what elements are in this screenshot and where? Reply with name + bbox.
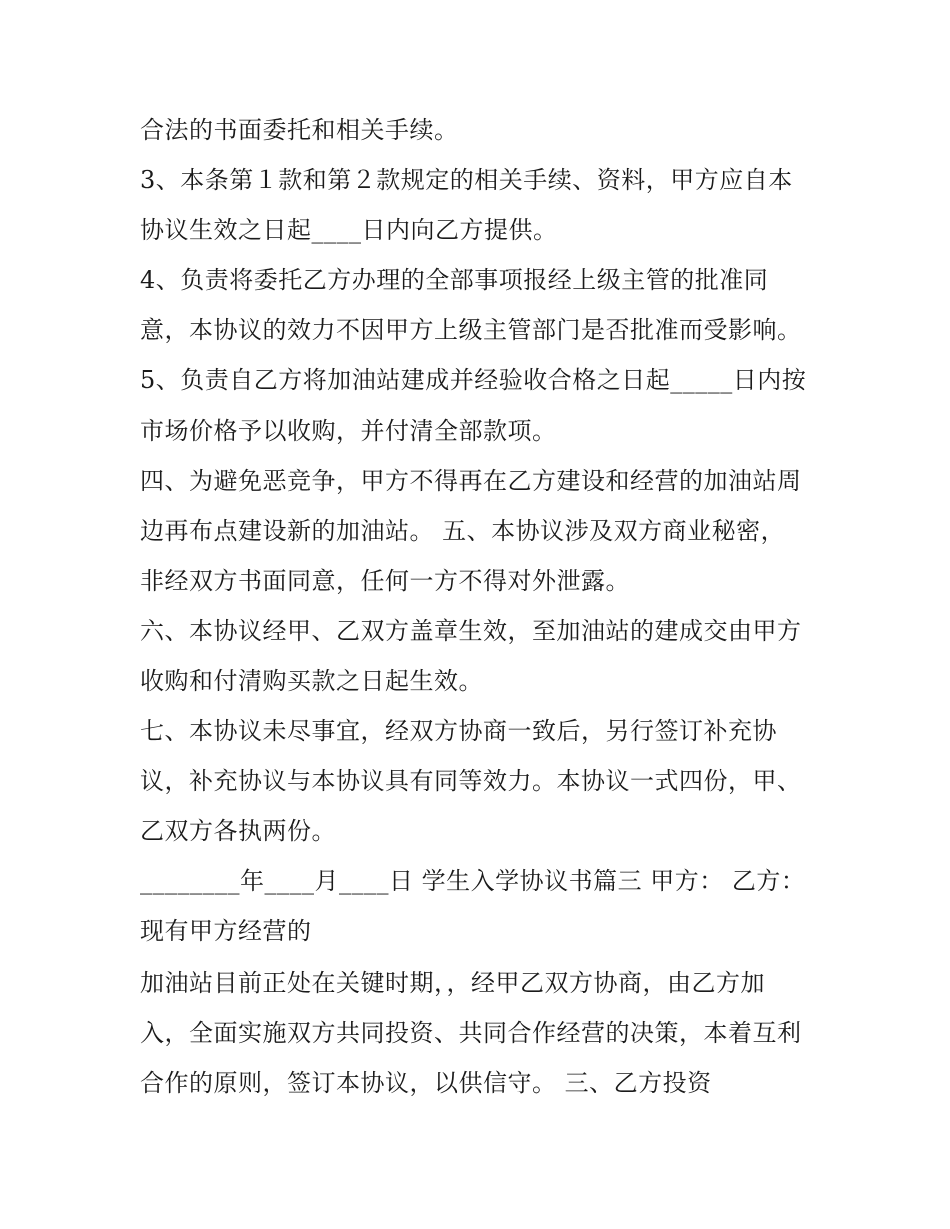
- text-line: 意，本协议的效力不因甲方上级主管部门是否批准而受影响。: [140, 316, 802, 344]
- text-line: 4、负责将委托乙方办理的全部事项报经上级主管的批准同: [140, 266, 769, 294]
- text-line: ________年____月____日 学生入学协议书篇三 甲方： 乙方：: [140, 867, 806, 895]
- text-line: 3、本条第１款和第２款规定的相关手续、资料，甲方应自本: [140, 166, 793, 194]
- text-line: 四、为避免恶竞争，甲方不得再在乙方建设和经营的加油站周: [140, 467, 802, 495]
- text-line: 市场价格予以收购，并付清全部款项。: [140, 417, 557, 445]
- text-line: 六、本协议经甲、乙双方盖章生效，至加油站的建成交由甲方: [140, 617, 802, 645]
- text-line: 5、负责自乙方将加油站建成并经验收合格之日起_____日内按: [140, 366, 807, 394]
- text-line: 七、本协议未尽事宜，经双方协商一致后，另行签订补充协: [140, 717, 777, 745]
- text-line: 协议生效之日起____日内向乙方提供。: [140, 216, 558, 244]
- text-line: 合作的原则，签订本协议，以供信守。 三、乙方投资: [140, 1069, 712, 1097]
- text-line: 议，补充协议与本协议具有同等效力。本协议一式四份，甲、: [140, 767, 802, 795]
- text-line: 合法的书面委托和相关手续。: [140, 116, 459, 144]
- text-line: 边再布点建设新的加油站。 五、本协议涉及双方商业秘密，: [140, 517, 786, 545]
- text-line: 入，全面实施双方共同投资、共同合作经营的决策，本着互利: [140, 1019, 802, 1047]
- text-line: 非经双方书面同意，任何一方不得对外泄露。: [140, 567, 630, 595]
- text-line: 现有甲方经营的: [140, 917, 312, 945]
- text-line: 乙双方各执两份。: [140, 817, 336, 845]
- text-line: 加油站目前正处在关键时期，，经甲乙双方协商，由乙方加: [140, 969, 765, 997]
- text-line: 收购和付清购买款之日起生效。: [140, 667, 483, 695]
